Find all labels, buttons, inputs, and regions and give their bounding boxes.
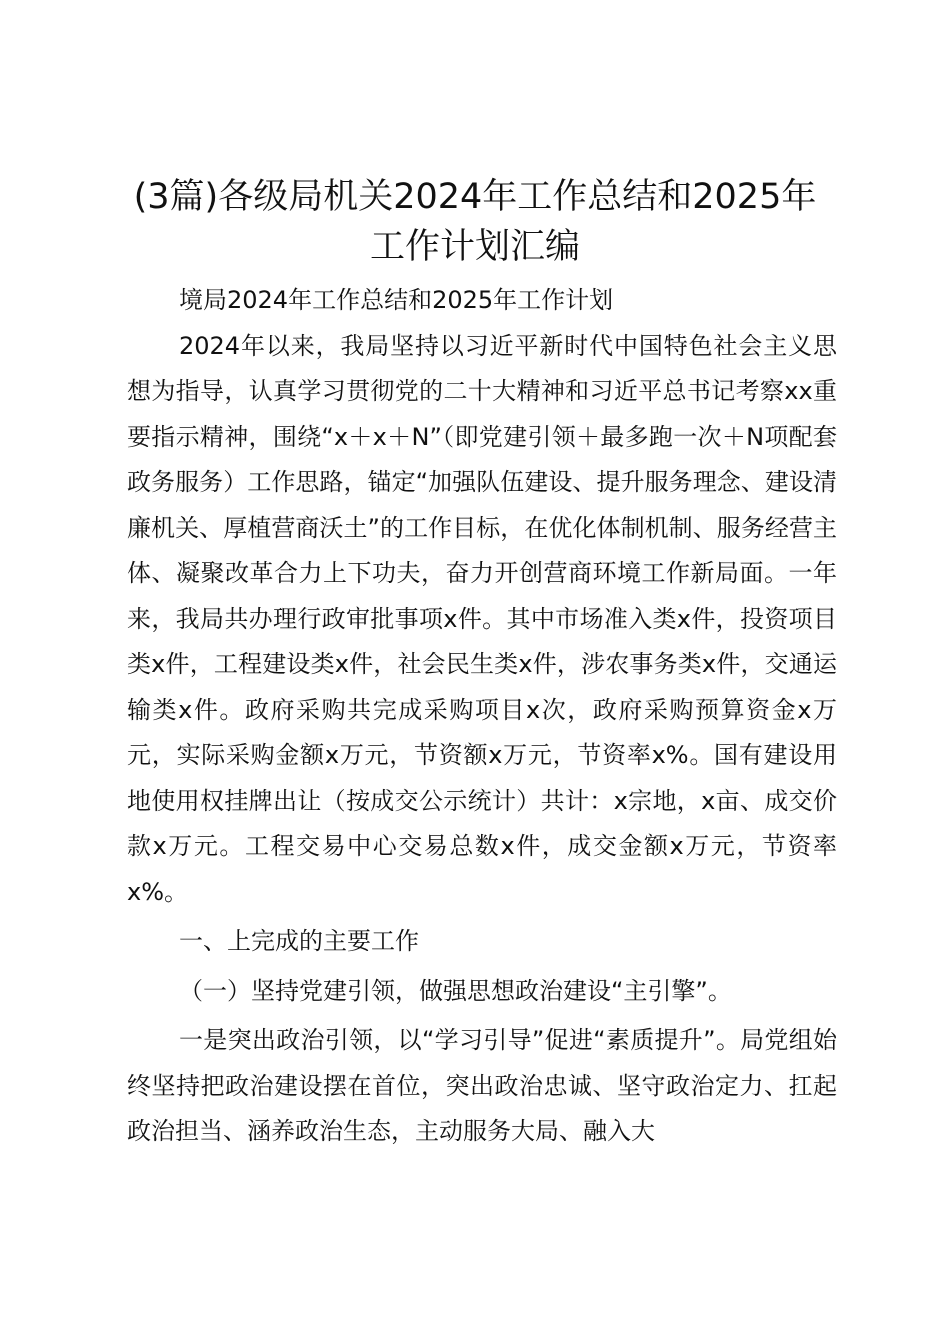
paragraph-point-1: 一是突出政治引领，以“学习引导”促进“素质提升”。局党组始终坚持把政治建设摆在首位，突出政治忠诚、坚守政治定力、扛起政治担当、涵养政治生态，主动服务大局、融入大 [127, 1026, 837, 1145]
document-body [127, 278, 837, 1155]
document-subtitle: 境局2024年工作总结和2025年工作计划 [179, 286, 614, 314]
paragraph-intro: 2024年以来，我局坚持以习近平新时代中国特色社会主义思想为指导，认真学习贯彻党的二十大精神和习近平总书记考察xx重要指示精神，围绕“x＋x＋N”（即党建引领＋最多跑一次＋N项配套政务服务）工作思路，锚定“加强队伍建设、提升服务理念、建设清廉机关、厚植营商沃土”的工作目标，在优化体制机制、服务经营主体、凝聚改革合力上下功夫，奋力开创营商环境工作新局面。一年来，我局共办理行政审批事项x件。其中市场准入类x件，投资项目类x件，工程建设类x件，社会民生类x件，涉农事务类x件，交通运输类x件。政府采购共完成采购项目x次，政府采购预算资金x万元，实际采购金额x万元，节资额x万元，节资率x%。国有建设用地使用权挂牌出让（按成交公示统计）共计：x宗地，x亩、成交价款x万元。工程交易中心交易总数x件，成交金额x万元，节资率x%。 [127, 331, 837, 906]
subsection-heading-1: （一）坚持党建引领，做强思想政治建设“主引擎”。 [179, 976, 732, 1005]
document-title: (3篇)各级局机关2024年工作总结和2025年工作计划汇编 [133, 177, 817, 267]
section-heading-1: 一、上完成的主要工作 [179, 927, 419, 955]
